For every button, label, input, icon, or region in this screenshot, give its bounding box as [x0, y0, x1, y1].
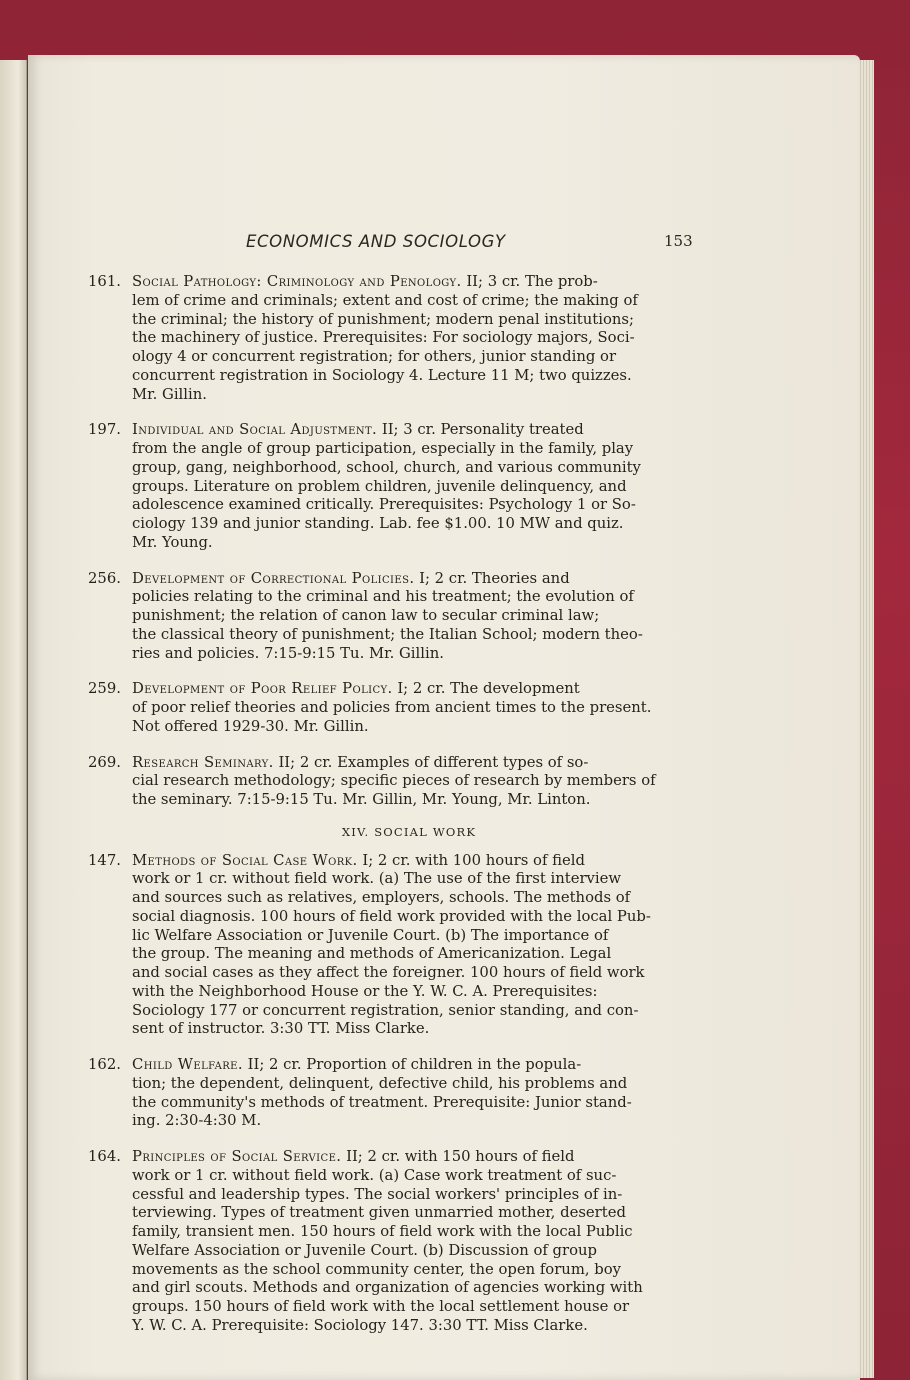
course-description: I; 2 cr. with 100 hours of field: [357, 851, 585, 869]
course-entry: [88, 754, 700, 810]
course-text-line: with the Neighborhood House or the Y. W. C. A. Prerequisites:: [132, 982, 598, 1000]
course-entry: [88, 680, 700, 736]
course-number: 269.: [88, 753, 121, 771]
course-text-line: adolescence examined critically. Prerequisites: Psychology 1 or So-: [132, 496, 636, 514]
course-number: 164.: [88, 1148, 121, 1165]
course-text-line: work or 1 cr. without field work. (a) Case work treatment of suc-: [132, 1166, 617, 1184]
course-text-line: terviewing. Types of treatment given unmarried mother, deserted: [132, 1204, 626, 1222]
course-description: II; 2 cr. Examples of different types of so-: [273, 753, 589, 771]
course-text-line: Mr. Young.: [132, 533, 213, 551]
course-title: Social Pathology: Criminology and Penology.: [132, 273, 462, 290]
course-number: 147.: [88, 851, 121, 869]
course-list-social-work: [88, 852, 700, 1336]
course-title: Individual and Social Adjustment.: [132, 421, 378, 439]
course-text-line: of poor relief theories and policies from ancient times to the present.: [132, 699, 652, 716]
course-list-sociology: [88, 273, 700, 810]
course-description: II; 2 cr. with 150 hours of field: [341, 1148, 575, 1165]
course-text-line: sent of instructor. 3:30 TT. Miss Clarke.: [132, 1020, 430, 1038]
course-title: Principles of Social Service.: [132, 1148, 342, 1165]
course-description: II; 3 cr. The prob-: [461, 273, 598, 290]
course-text-line: the community's methods of treatment. Prerequisite: Junior stand-: [132, 1093, 632, 1111]
course-title: Development of Poor Relief Policy.: [132, 680, 393, 698]
course-text-line: Sociology 177 or concurrent registration, senior standing, and con-: [132, 1001, 639, 1019]
page-body: [88, 273, 700, 1353]
course-number: 197.: [88, 421, 121, 439]
course-text-line: groups. 150 hours of field work with the local settlement house or: [132, 1298, 630, 1315]
course-text-line: family, transient men. 150 hours of field work with the local Public: [132, 1223, 633, 1240]
course-text-line: [132, 570, 700, 589]
course-text-line: [132, 1056, 700, 1075]
running-head: ECONOMICS AND SOCIOLOGY: [246, 232, 506, 251]
course-text-line: [132, 273, 700, 292]
course-text-line: policies relating to the criminal and his treatment; the evolution of: [132, 588, 634, 606]
course-text-line: lem of crime and criminals; extent and cost of crime; the making of: [132, 291, 638, 309]
course-entry: [88, 570, 700, 664]
course-text-line: [132, 680, 700, 699]
book-page: [28, 55, 860, 1380]
course-description: II; 3 cr. Personality treated: [377, 421, 584, 439]
course-text-line: [132, 754, 700, 773]
course-text-line: Not offered 1929-30. Mr. Gillin.: [132, 717, 369, 735]
course-text-line: ciology 139 and junior standing. Lab. fee $1.00. 10 MW and quiz.: [132, 515, 624, 532]
course-text-line: ries and policies. 7:15-9:15 Tu. Mr. Gillin.: [132, 644, 444, 662]
course-number: 162.: [88, 1056, 121, 1073]
course-entry: [88, 421, 700, 552]
course-text-line: and girl scouts. Methods and organization of agencies working with: [132, 1279, 643, 1297]
course-title: Research Seminary.: [132, 753, 274, 771]
facing-page-edge: [0, 60, 27, 1380]
course-text-line: the group. The meaning and methods of Americanization. Legal: [132, 945, 612, 963]
course-text-line: Mr. Gillin.: [132, 385, 207, 403]
course-entry: [88, 852, 700, 1040]
course-text-line: punishment; the relation of canon law to secular criminal law;: [132, 607, 600, 624]
course-description: I; 2 cr. Theories and: [414, 569, 570, 587]
course-text-line: the classical theory of punishment; the Italian School; modern theo-: [132, 625, 643, 643]
course-number: 256.: [88, 569, 121, 587]
course-entry: [88, 1148, 700, 1336]
course-title: Development of Correctional Policies.: [132, 569, 415, 587]
course-text-line: and sources such as relatives, employers, schools. The methods of: [132, 889, 631, 906]
course-number: 259.: [88, 680, 121, 698]
course-entry: [88, 1056, 700, 1131]
course-text-line: [132, 421, 700, 440]
course-number: 161.: [88, 273, 121, 290]
course-text-line: groups. Literature on problem children, juvenile delinquency, and: [132, 477, 627, 495]
course-text-line: [132, 852, 700, 871]
course-text-line: tion; the dependent, delinquent, defective child, his problems and: [132, 1074, 628, 1092]
course-title: Child Welfare.: [132, 1056, 243, 1073]
course-entry: [88, 273, 700, 404]
course-text-line: cial research methodology; specific pieces of research by members of: [132, 772, 656, 790]
course-text-line: ing. 2:30-4:30 M.: [132, 1112, 262, 1130]
course-text-line: group, gang, neighborhood, school, church, and various community: [132, 458, 641, 476]
course-text-line: [132, 1148, 700, 1167]
course-text-line: Welfare Association or Juvenile Court. (b) Discussion of group: [132, 1241, 598, 1259]
course-text-line: social diagnosis. 100 hours of field work provided with the local Pub-: [132, 907, 651, 925]
course-text-line: concurrent registration in Sociology 4. Lecture 11 M; two quizzes.: [132, 366, 632, 384]
course-text-line: lic Welfare Association or Juvenile Court. (b) The importance of: [132, 926, 609, 944]
course-text-line: ology 4 or concurrent registration; for others, junior standing or: [132, 348, 617, 365]
course-title: Methods of Social Case Work.: [132, 851, 358, 869]
course-description: II; 2 cr. Proportion of children in the popula-: [242, 1056, 582, 1073]
course-text-line: movements as the school community center, the open forum, boy: [132, 1260, 621, 1278]
page-number: 153: [664, 232, 693, 250]
section-heading: XIV. SOCIAL WORK: [341, 824, 477, 839]
course-text-line: and social cases as they affect the foreigner. 100 hours of field work: [132, 964, 645, 981]
course-text-line: the criminal; the history of punishment; modern penal institutions;: [132, 310, 634, 328]
page-header: [28, 232, 860, 256]
course-text-line: the seminary. 7:15-9:15 Tu. Mr. Gillin, Mr. Young, Mr. Linton.: [132, 791, 591, 808]
course-text-line: cessful and leadership types. The social workers' principles of in-: [132, 1185, 623, 1203]
course-text-line: the machinery of justice. Prerequisites: For sociology majors, Soci-: [132, 329, 635, 347]
course-description: I; 2 cr. The development: [392, 680, 580, 698]
course-text-line: work or 1 cr. without field work. (a) The use of the first interview: [132, 870, 622, 888]
course-text-line: from the angle of group participation, especially in the family, play: [132, 440, 634, 457]
course-text-line: Y. W. C. A. Prerequisite: Sociology 147. 3:30 TT. Miss Clarke.: [132, 1316, 588, 1334]
